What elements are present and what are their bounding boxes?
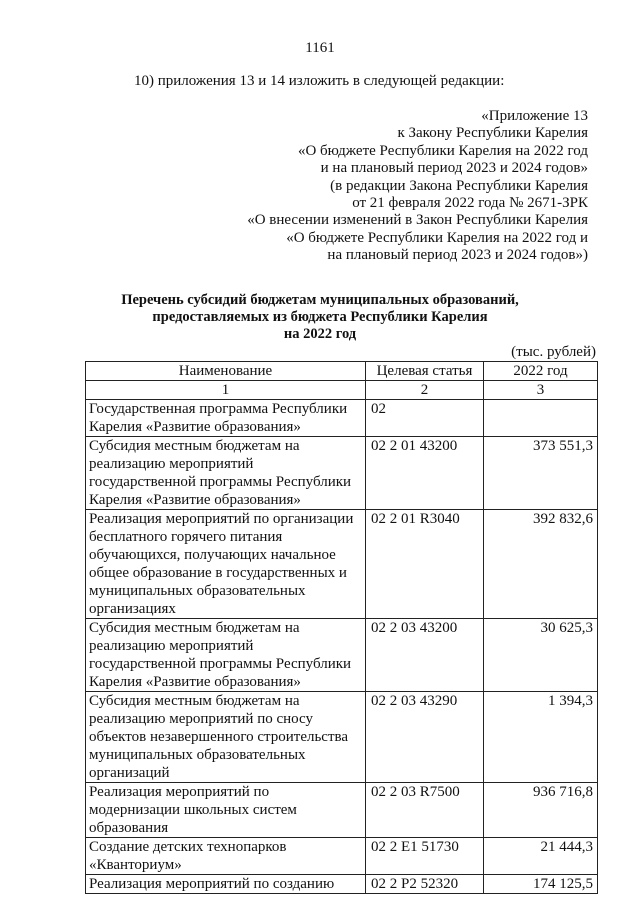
appendix-line: «Приложение 13 [481, 108, 588, 124]
table-row [86, 437, 598, 510]
appendix-line: «О бюджете Республики Карелия на 2022 год и [286, 229, 588, 246]
appendix-line: к Закону Республики Карелия [397, 125, 588, 142]
table-row [86, 619, 598, 692]
row-amount: 373 551,3 [484, 437, 598, 510]
subsidy-table [85, 361, 598, 894]
table-row [86, 692, 598, 783]
row-amount [484, 400, 598, 437]
appendix-line: и на плановый период 2023 и 2024 годов» [320, 160, 588, 177]
header-name: Наименование [86, 362, 366, 381]
document-title [0, 292, 640, 343]
row-code: 02 2 01 R3040 [366, 510, 484, 619]
table-row [86, 838, 598, 875]
row-name: Государственная программа Республики Карелия «Развитие образования» [86, 400, 366, 437]
table-row [86, 510, 598, 619]
appendix-header [247, 108, 588, 265]
table-row [86, 400, 598, 437]
column-number: 3 [484, 381, 598, 400]
row-amount: 174 125,5 [484, 875, 598, 894]
row-name: Субсидия местным бюджетам на реализацию мероприятий государственной программы Республики Карелия «Развитие образования» [86, 619, 366, 692]
row-name: Реализация мероприятий по организации бесплатного горячего питания обучающихся, получающих начальное общее образование в государственных и муниципальных образовательных организациях [86, 510, 366, 619]
table-row [86, 875, 598, 894]
row-code: 02 2 03 43200 [366, 619, 484, 692]
row-name: Реализация мероприятий по созданию [86, 875, 366, 894]
row-amount: 21 444,3 [484, 838, 598, 875]
appendix-line: «О внесении изменений в Закон Республики Карелия [247, 212, 588, 229]
row-amount: 1 394,3 [484, 692, 598, 783]
row-code: 02 2 03 R7500 [366, 783, 484, 838]
title-line: Перечень субсидий бюджетам муниципальных образований, [121, 292, 519, 308]
appendix-line: на плановый период 2023 и 2024 годов») [327, 247, 588, 264]
column-numbering-row [86, 381, 598, 400]
row-code: 02 2 01 43200 [366, 437, 484, 510]
title-line: предоставляемых из бюджета Республики Карелия [152, 309, 488, 325]
intro-text: 10) приложения 13 и 14 изложить в следующей редакции: [134, 73, 505, 89]
row-name: Реализация мероприятий по модернизации школьных систем образования [86, 783, 366, 838]
header-code: Целевая статья [366, 362, 484, 381]
units-label: (тыс. рублей) [511, 344, 596, 360]
row-name: Создание детских технопарков «Кванториум» [86, 838, 366, 875]
appendix-line: «О бюджете Республики Карелия на 2022 год [297, 142, 588, 159]
column-number: 2 [366, 381, 484, 400]
table-row [86, 783, 598, 838]
title-line: на 2022 год [283, 326, 357, 342]
page-number: 1161 [305, 40, 335, 56]
row-code: 02 2 03 43290 [366, 692, 484, 783]
row-amount: 30 625,3 [484, 619, 598, 692]
row-code: 02 2 E1 51730 [366, 838, 484, 875]
row-code: 02 2 P2 52320 [366, 875, 484, 894]
row-amount: 936 716,8 [484, 783, 598, 838]
row-name: Субсидия местным бюджетам на реализацию мероприятий по сносу объектов незавершенного строительства муниципальных образовательных организаций [86, 692, 366, 783]
column-number: 1 [86, 381, 366, 400]
appendix-line: от 21 февраля 2022 года № 2671-ЗРК [352, 195, 588, 212]
row-name: Субсидия местным бюджетам на реализацию мероприятий государственной программы Республики Карелия «Развитие образования» [86, 437, 366, 510]
header-year: 2022 год [484, 362, 598, 381]
table-header-row [86, 362, 598, 381]
appendix-line: (в редакции Закона Республики Карелия [330, 177, 588, 194]
row-code: 02 [366, 400, 484, 437]
row-amount: 392 832,6 [484, 510, 598, 619]
